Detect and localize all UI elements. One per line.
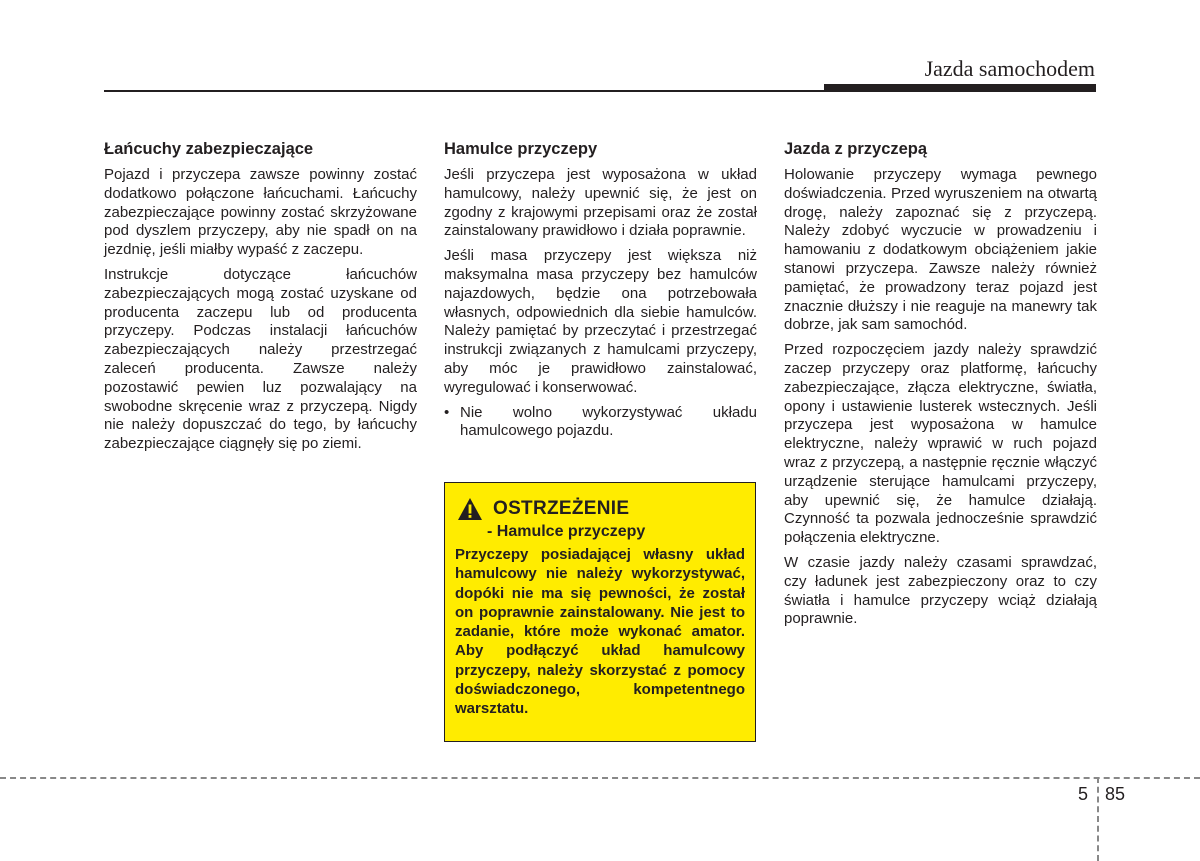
paragraph: Holowanie przyczepy wymaga pewnego doświadczenia. Przed wyruszeniem na otwartą drogę, należy zapoznać się z przyczepą. Należy zdobyć wyczucie w prowadzeniu i hamowaniu z dodatkowym obciążeniem jakie stanowi przyczepa. Zawsze należy również pamiętać, że prowadzony teraz pojazd jest znacznie dłuższy i nie reaguje na manewry tak dobrze, jak sam samochód. bbox=[784, 166, 1097, 334]
warning-body: Przyczepy posiadającej własny układ hamulcowy nie należy wykorzystywać, dopóki nie ma się pewności, że został on poprawnie zainstalowany. Nie jest to zadanie, które może wykonać amator. Aby podłączyć układ hamulcowy przyczepy, należy skorzystać z pomocy doświadczonego, kompetentnego warsztatu. bbox=[455, 546, 745, 718]
paragraph: Instrukcje dotyczące łańcuchów zabezpieczających mogą zostać uzyskane od producenta zaczepu lub od producenta przyczepy. Podczas instalacji łańcuchów zabezpieczających należy przestrzegać zaleceń producenta. Zawsze należy pozostawić pewien luz pozwalający na swobodne skręcenie wraz z przyczepą. Nigdy nie należy dopuszczać do tego, by łańcuchy zabezpieczające ciągnęły się po ziemi. bbox=[104, 265, 417, 453]
paragraph: Jeśli masa przyczepy jest większa niż maksymalna masa przyczepy bez hamulców najazdowych, będzie ona potrzebowała własnych, odpowiednich dla siebie hamulców. Należy pamiętać by przeczytać i przestrzegać instrukcji związanych z hamulcami przyczepy, aby móc je prawidłowo zainstalować, wyregulować i konserwować. bbox=[444, 247, 757, 396]
warning-header bbox=[455, 497, 745, 521]
paragraph: Przed rozpoczęciem jazdy należy sprawdzić zaczep przyczepy oraz platformę, łańcuchy zabezpieczające, złącza elektryczne, światła, opony i ustawienie lusterek wstecznych. Jeśli przyczepa jest wyposażona w hamulce elektryczne, należy wprawić w ruch pojazd wraz z przyczepą, a następnie ręcznie włączyć urządzenie sterujące hamulcami przyczepy, aby upewnić się, że hamulce działają. Czynność ta pozwala jednocześnie sprawdzić połączenia elektryczne. bbox=[784, 341, 1097, 547]
warning-subtitle: - Hamulce przyczepy bbox=[487, 523, 646, 540]
header-rule-accent bbox=[824, 84, 1096, 92]
column-safety-chains bbox=[104, 138, 417, 460]
bullet-text: Nie wolno wykorzystywać układu hamulcowego pojazdu. bbox=[460, 403, 757, 440]
bullet-marker: • bbox=[444, 403, 450, 421]
warning-title: OSTRZEŻENIE bbox=[493, 498, 630, 519]
warning-triangle-icon bbox=[457, 497, 483, 521]
section-heading: Jazda z przyczepą bbox=[784, 140, 928, 158]
paragraph: Pojazd i przyczepa zawsze powinny zostać dodatkowo połączone łańcuchami. Łańcuchy zabezpieczające powinny zostać skrzyżowane pod dyszlem przyczepy, aby nie spadł on na jezdnię, jeśli miałby wypaść z zaczepu. bbox=[104, 166, 417, 259]
bullet-item bbox=[444, 404, 757, 442]
running-header: Jazda samochodem bbox=[924, 56, 1095, 81]
paragraph: W czasie jazdy należy czasami sprawdzać, czy ładunek jest zabezpieczony oraz to czy światła i hamulce przyczepy wciąż działają poprawnie. bbox=[784, 553, 1097, 628]
chapter-number: 5 bbox=[1078, 784, 1089, 804]
warning-box bbox=[444, 482, 756, 742]
column-towing bbox=[784, 138, 1097, 635]
paragraph: Jeśli przyczepa jest wyposażona w układ hamulcowy, należy upewnić się, że jest on zgodny z krajowymi przepisami oraz że został zainstalowany prawidłowo i działa poprawnie. bbox=[444, 166, 757, 240]
footer-vertical-divider bbox=[1097, 777, 1099, 861]
section-heading: Łańcuchy zabezpieczające bbox=[104, 140, 314, 158]
footer-divider bbox=[0, 777, 1200, 779]
page-number: 85 bbox=[1105, 784, 1126, 804]
section-heading: Hamulce przyczepy bbox=[444, 140, 598, 158]
column-trailer-brakes bbox=[444, 138, 757, 441]
